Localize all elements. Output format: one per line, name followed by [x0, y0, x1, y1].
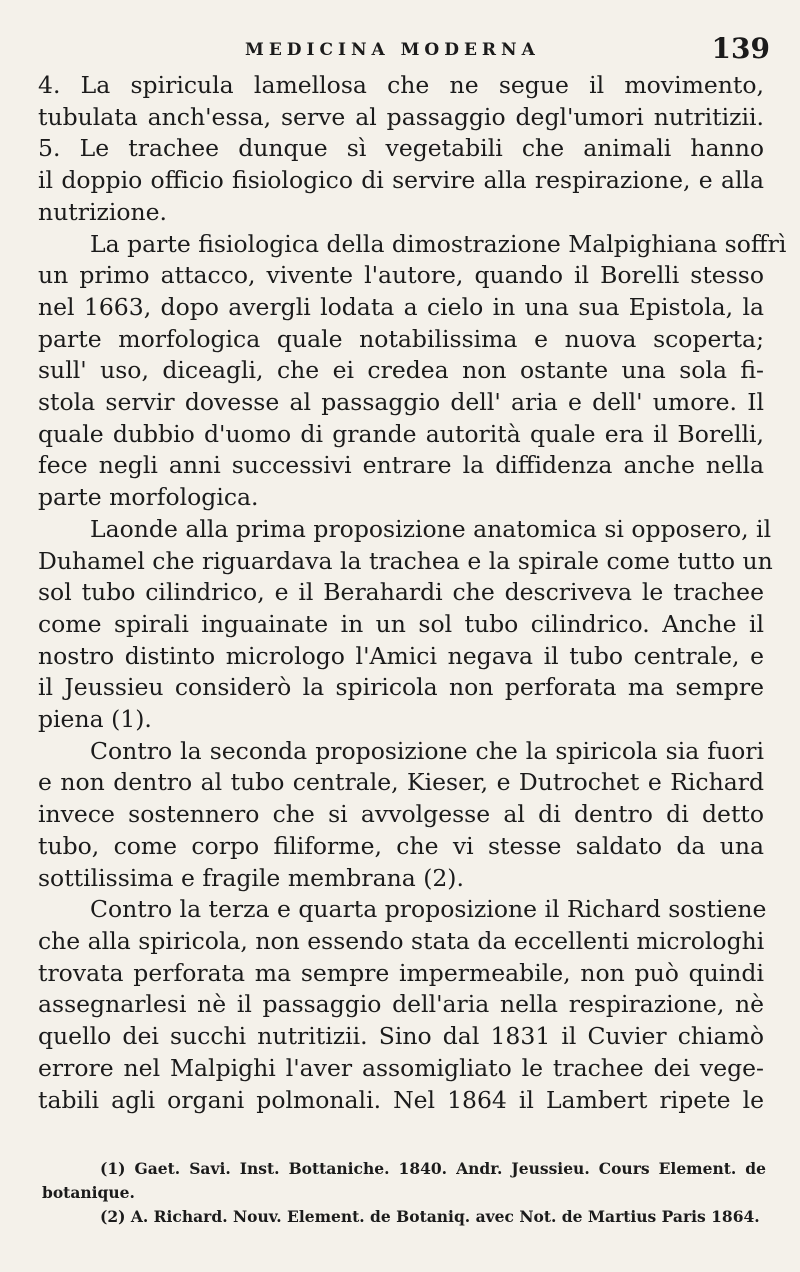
- text-line: sol tubo cilindrico, e il Berahardi che descriveva le trachee: [38, 578, 764, 607]
- footnote: (2) A. Richard. Nouv. Element. de Botaniq. avec Not. de Martius Paris 1864.: [100, 1207, 760, 1226]
- text-line: sottilissima e fragile membrana (2).: [38, 863, 464, 892]
- text-line: La parte fisiologica della dimostrazione Malpighiana soffrì: [90, 229, 787, 258]
- text-line: nutrizione.: [38, 197, 168, 226]
- page-number: 139: [711, 32, 770, 65]
- text-line: quale dubbio d'uomo di grande autorità quale era il Borelli,: [38, 419, 764, 448]
- text-line: trovata perforata ma sempre impermeabile, non può quindi: [38, 958, 764, 987]
- text-line: errore nel Malpighi l'aver assomigliato le trachee dei vege-: [38, 1053, 764, 1082]
- text-line: Contro la seconda proposizione che la spiricola sia fuori: [90, 736, 764, 765]
- page-header: [40, 32, 770, 66]
- text-line: come spirali inguainate in un sol tubo cilindrico. Anche il: [38, 609, 764, 638]
- text-line: quello dei succhi nutritizii. Sino dal 1831 il Cuvier chiamò: [38, 1022, 764, 1051]
- text-line: 4. La spiricula lamellosa che ne segue il movimento,: [38, 71, 764, 99]
- text-line: Duhamel che riguardava la trachea e la spirale come tutto un: [38, 546, 773, 575]
- text-line: assegnarlesi nè il passaggio dell'aria nella respirazione, nè: [38, 990, 764, 1019]
- text-line: stola servir dovesse al passaggio dell' aria e dell' umore. Il: [38, 388, 764, 417]
- text-line: tubo, come corpo filiforme, che vi stesse saldato da una: [38, 831, 764, 860]
- footnote-continuation: botanique.: [42, 1183, 135, 1202]
- text-line: tubulata anch'essa, serve al passaggio degl'umori nutritizii.: [38, 102, 764, 131]
- footnotes: [42, 1157, 766, 1229]
- text-line: invece sostennero che si avvolgesse al di dentro di detto: [38, 800, 764, 829]
- text-line: piena (1).: [38, 705, 152, 734]
- text-line: parte morfologica quale notabilissima e nuova scoperta;: [38, 324, 764, 353]
- footnote: (1) Gaet. Savi. Inst. Bottaniche. 1840. Andr. Jeussieu. Cours Element. de: [100, 1159, 766, 1178]
- text-line: tabili agli organi polmonali. Nel 1864 il Lambert ripete le: [38, 1085, 764, 1114]
- running-title: MEDICINA MODERNA: [245, 40, 540, 60]
- text-line: il doppio officio fisiologico di servire alla respirazione, e alla: [38, 166, 764, 195]
- text-line: Laonde alla prima proposizione anatomica si opposero, il: [90, 514, 772, 543]
- text-line: fece negli anni successivi entrare la diffidenza anche nella: [38, 451, 764, 480]
- text-line: un primo attacco, vivente l'autore, quando il Borelli stesso: [38, 261, 764, 290]
- text-line: nostro distinto micrologo l'Amici negava il tubo centrale, e: [38, 641, 764, 670]
- text-line: Contro la terza e quarta proposizione il Richard sostiene: [90, 895, 767, 924]
- text-line: nel 1663, dopo avergli lodata a cielo in una sua Epistola, la: [38, 292, 764, 321]
- text-line: il Jeussieu considerò la spiricola non perforata ma sempre: [38, 673, 764, 702]
- text-line: e non dentro al tubo centrale, Kieser, e Dutrochet e Richard: [38, 768, 764, 797]
- text-line: parte morfologica.: [38, 483, 259, 512]
- body-text: [38, 70, 787, 1116]
- text-line: che alla spiricola, non essendo stata da eccellenti microloghi: [38, 926, 765, 955]
- text-line: sull' uso, diceagli, che ei credea non ostante una sola fi-: [38, 356, 764, 385]
- text-line: 5. Le trachee dunque sì vegetabili che animali hanno: [38, 134, 764, 163]
